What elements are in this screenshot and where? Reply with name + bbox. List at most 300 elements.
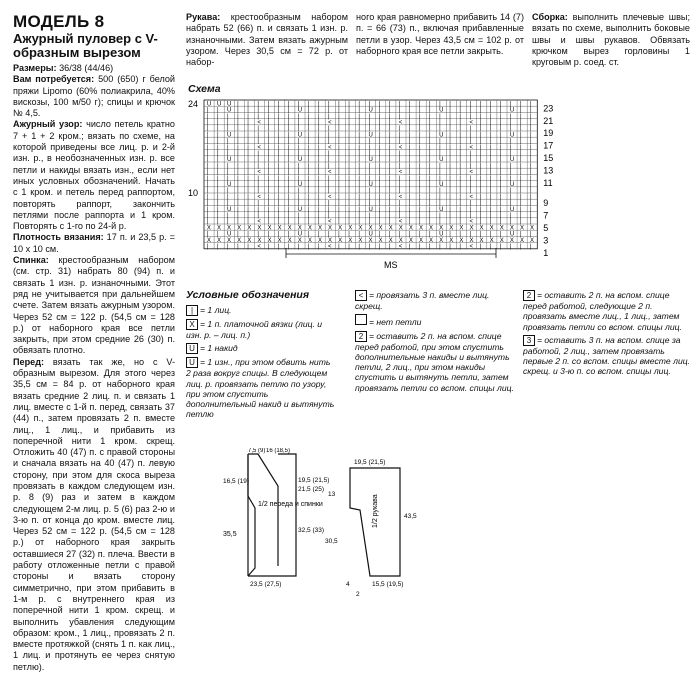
chart-cell: | [227,200,229,207]
chart-cell: | [317,188,320,195]
chart-cell: | [519,126,522,133]
chart-cell: | [328,132,330,139]
chart-cell: | [348,244,350,250]
assembly-column [532,12,690,68]
chart-cell: | [429,120,431,126]
chart-cell: | [368,163,371,170]
chart-cell: | [459,132,461,139]
pattern-diagrams [220,448,430,618]
chart-cell: | [257,138,259,145]
chart-cell: | [216,113,219,120]
chart-cell: U [227,157,232,164]
chart-cell: | [519,194,522,201]
chart-cell: | [348,126,350,133]
chart-cell: | [418,126,421,133]
model-subtitle: Ажурный пуловер с V-образным вырезом [13,31,158,60]
chart-cell: | [257,213,259,219]
chart-cell: | [530,138,532,145]
chart-cell: | [469,132,472,139]
chart-cell: | [358,138,360,145]
back-paragraph: Спинка: крестообразным набором (см. стр. 31) набрать 80 (94) п. и связать 1 изн. р. изнаночными. Этот ряд не учитывается при дальнейшем счете. Затем вязать ажурным узором. Через 52 см = 122 р. (54,5 см = 128 р.) от наборного края все петли закрыть, при этом средние 26 (30) п. обвязать плотно. [13,255,175,356]
chart-cell: | [519,231,522,238]
chart-cell: | [378,206,381,213]
chart-cell: | [348,138,350,145]
legend-item [523,335,691,377]
chart-cell: | [338,132,340,139]
chart-cell: | [408,182,411,188]
chart-cell: U [227,182,232,188]
chart-cell: | [378,231,381,238]
chart-cell: | [206,169,209,176]
chart-cell: | [530,219,532,226]
chart-cell: < [328,244,332,250]
chart-cell: U [297,231,303,238]
chart-cell: X [418,225,423,232]
chart-cell: | [499,213,502,219]
chart-cell: | [247,163,249,170]
chart-cell: | [489,182,492,188]
chart-cell: | [247,101,249,108]
chart-cell: | [449,194,451,201]
chart-cell: | [418,120,421,126]
chart-cell: | [237,231,239,238]
chart-cell: | [479,151,482,157]
chart-cell: < [257,120,261,126]
chart-cell: | [338,163,340,170]
chart-cell: | [449,120,451,126]
chart-cell: | [398,107,401,114]
chart-cell: | [388,219,391,226]
chart-cell: | [489,107,492,114]
chart-cell: | [429,163,431,170]
chart-cell: | [297,169,300,176]
chart-cell: X [338,237,343,244]
chart-cell: | [237,163,239,170]
chart-cell: | [479,175,482,182]
chart-cell: | [418,219,421,226]
chart-cell: | [206,219,209,226]
chart-cell: U [206,101,212,108]
chart-cell: | [509,213,512,219]
legend-col-3 [523,290,691,380]
chart-cell: X [489,225,494,232]
chart-cell: < [257,219,261,226]
chart-symbols [207,101,534,250]
left-column [13,12,175,673]
chart-cell: | [358,188,360,195]
chart-cell: | [267,113,270,120]
sizes-paragraph: Размеры: 36/38 (44/46) [13,63,114,73]
chart-cell: | [257,126,259,133]
chart-cell: X [358,225,363,232]
chart-cell: | [297,113,300,120]
chart-cell: | [439,120,441,126]
chart-cell: | [257,113,259,120]
chart-cell: | [479,188,482,195]
sleeve-dim-bottom: 15,5 (19,5) [372,581,404,588]
chart-cell: | [408,163,411,170]
chart-cell: | [449,151,451,157]
chart-cell: | [317,107,320,114]
front-dim-top2: 16 (18,5) [266,448,291,454]
chart-cell: | [216,200,219,207]
chart-cell: U [439,231,444,238]
chart-cell: | [479,107,482,114]
chart-cell: | [358,194,360,201]
chart-cell: | [287,231,290,238]
chart-cell: | [519,107,522,114]
chart-cell: | [469,213,472,219]
chart-cell: | [287,138,290,145]
chart-cell: | [530,107,532,114]
chart-cell: | [247,206,249,213]
chart-cell: | [378,188,381,195]
chart-cell: X [206,237,211,244]
chart-cell: | [206,126,209,133]
chart-cell: | [398,157,401,164]
chart-cell: | [216,126,219,133]
chart-cell: | [519,206,522,213]
chart-cell: | [227,169,229,176]
chart-cell: U [297,157,303,164]
chart-cell: X [247,237,252,244]
chart-cell: | [489,113,492,120]
chart-cell: | [459,126,461,133]
chart-cell: U [227,132,232,139]
chart-cell: | [479,132,482,139]
chart-cell: | [378,213,381,219]
chart-cell: | [388,200,391,207]
chart-cell: | [378,194,381,201]
legend-item [355,331,515,393]
chart-cell: | [348,157,350,164]
row-label-13: 13 [543,165,554,176]
chart-cell: | [227,213,229,219]
chart-cell: | [378,132,381,139]
chart-cell: | [459,194,461,201]
chart-cell: | [227,126,229,133]
chart-cell: | [519,200,522,207]
chart-cell: | [358,200,360,207]
legend-text: = 1 изн., при этом обвить нить 2 раза вокруг спицы. В следующем лиц. р. провязать петлю по узору, при этом спустить дополнительный накид и вытянуть петлю [186,357,335,420]
chart-cell: < [328,219,332,226]
chart-cell: | [530,169,532,176]
chart-cell: | [247,157,249,164]
chart-cell: | [469,113,472,120]
chart-cell: | [277,200,280,207]
chart-cell: | [307,194,310,201]
chart-cell: | [216,231,219,238]
chart-cell: | [206,182,209,188]
chart-cell: < [469,144,473,151]
sleeve-dim-left1: 13 [328,491,336,498]
chart-cell: | [519,151,522,157]
front-dim-right2: 21,5 (25) [298,486,325,493]
chart-cell: X [267,237,272,244]
chart-cell: | [328,151,330,157]
chart-cell: X [388,237,393,244]
chart-cell: | [277,101,280,108]
chart-cell: | [388,244,391,250]
chart-cell: U [227,101,232,108]
chart-cell: U [439,107,444,114]
chart-cell: | [358,163,360,170]
chart-cell: | [429,219,431,226]
chart-cell: | [509,244,512,250]
chart-cell: | [429,132,431,139]
chart-cell: | [429,175,431,182]
chart-cell: | [267,151,270,157]
model-title: МОДЕЛЬ 8 [13,12,105,31]
chart-cell: | [499,120,502,126]
chart-cell: | [489,219,492,226]
chart-cell: X [368,237,373,244]
chart-cell: | [429,244,431,250]
chart-cell: | [317,144,320,151]
row-label-19: 19 [543,128,554,139]
chart-cell: | [499,107,502,114]
chart-cell: | [307,101,310,108]
legend-item [186,319,336,340]
chart-cell: | [297,138,300,145]
legend-text: = нет петли [369,317,422,328]
chart-cell: | [307,138,310,145]
chart-cell: | [398,113,401,120]
chart-cell: X [257,225,262,232]
chart-cell: | [499,231,502,238]
chart-cell: | [257,157,259,164]
chart-cell: | [368,194,371,201]
chart-cell: X [429,237,434,244]
chart-cell: | [519,132,522,139]
chart-cell: < [398,120,403,126]
chart-cell: | [348,206,350,213]
chart-cell: | [378,120,381,126]
legend-item [355,314,515,327]
density-paragraph: Плотность вязания: 17 п. и 23,5 р. = 10 x 10 см. [13,232,175,254]
legend-symbol: X [186,319,198,330]
chart-cell: | [489,200,492,207]
chart-cell: | [277,182,280,188]
row-label-7: 7 [543,210,549,221]
sleeve-dim-top: 19,5 (21,5) [354,459,386,466]
chart-cell: | [499,126,502,133]
chart-cell: | [519,163,522,170]
chart-cell: | [348,213,350,219]
chart-cell: | [277,144,280,151]
chart-cell: | [408,175,411,182]
chart-cell: | [237,219,239,226]
chart-cell: | [398,182,401,188]
chart-cell: | [509,169,512,176]
chart-cell: | [277,188,280,195]
chart-cell: | [418,113,421,120]
chart-cell: | [408,101,411,108]
chart-cell: | [459,219,461,226]
chart-cell: | [317,138,320,145]
chart-cell: X [307,237,312,244]
row-label-10: 10 [188,188,199,198]
chart-cell: | [267,188,270,195]
chart-cell: | [489,120,492,126]
legend-item [186,305,336,316]
chart-cell: | [459,200,461,207]
chart-cell: | [408,107,411,114]
chart-cell: | [358,231,360,238]
chart-cell: X [227,237,232,244]
chart-cell: | [519,213,522,219]
chart-cell: | [358,157,360,164]
chart-cell: | [206,132,209,139]
chart-cell: | [489,163,492,170]
chart-cell: | [378,138,381,145]
chart-cell: | [489,132,492,139]
chart-cell: | [307,213,310,219]
chart-cell: U [368,182,373,188]
chart-cell: | [317,163,320,170]
row-label-11: 11 [543,177,553,188]
chart-cell: | [439,151,441,157]
chart-cell: | [418,107,421,114]
chart-cell: < [398,169,403,176]
chart-cell: | [348,101,350,108]
chart-cell: | [489,175,492,182]
chart-cell: | [388,151,391,157]
chart-cell: | [348,120,350,126]
chart-cell: | [267,169,270,176]
chart-cell: | [287,244,290,250]
chart-cell: U [509,107,515,114]
chart-cell: | [489,157,492,164]
chart-cell: | [418,182,421,188]
chart-cell: | [297,200,300,207]
chart-cell: | [317,120,320,126]
chart-cell: U [368,157,373,164]
chart-cell: | [307,219,310,226]
chart-cell: U [227,231,232,238]
chart-cell: | [317,219,320,226]
chart-cell: | [429,151,431,157]
chart-cell: | [338,107,340,114]
chart-cell: | [499,200,502,207]
chart-cell: | [358,101,360,108]
chart-cell: | [408,144,411,151]
chart-cell: | [449,138,451,145]
chart-cell: | [247,200,249,207]
chart-cell: | [459,138,461,145]
chart-cell: | [479,169,482,176]
chart-cell: | [328,200,330,207]
chart-cell: | [519,138,522,145]
chart-cell: | [216,132,219,139]
chart-cell: | [368,138,371,145]
chart-cell: | [378,101,381,108]
chart-cell: | [530,157,532,164]
chart-cell: | [348,188,350,195]
chart-cell: | [267,231,270,238]
chart-cell: | [247,151,249,157]
chart-cell: | [227,151,229,157]
right-row-labels [543,103,553,257]
chart-cell: X [408,225,413,232]
chart-cell: | [459,188,461,195]
chart-cell: | [287,157,290,164]
chart-cell: | [206,194,209,201]
sleeve-dim-left2: 30,5 [325,538,338,545]
chart-cell: | [530,132,532,139]
chart-cell: | [530,194,532,201]
chart-cell: | [338,144,340,151]
chart-cell: | [206,113,209,120]
chart-cell: | [358,175,360,182]
chart-cell: | [368,219,371,226]
chart-cell: | [247,175,249,182]
chart-cell: | [267,144,270,151]
legend-item [186,343,336,354]
chart-cell: | [247,113,249,120]
chart-cell: | [237,244,239,250]
chart-cell: | [479,219,482,226]
chart-cell: | [287,200,290,207]
chart-cell: X [277,225,282,232]
chart-cell: | [277,244,280,250]
chart-cell: | [247,107,249,114]
chart-cell: < [328,169,332,176]
chart-cell: | [348,219,350,226]
chart-cell: | [297,175,300,182]
chart-cell: | [469,182,472,188]
chart-cell: | [388,169,391,176]
chart-cell: | [479,157,482,164]
chart-cell: U [439,132,444,139]
chart-cell: | [459,175,461,182]
chart-cell: | [237,188,239,195]
chart-cell: X [287,237,292,244]
chart-cell: | [378,113,381,120]
legend-text: = оставить 2 п. на вспом. спице перед работой, следующие 2 п. провязать вместе лиц., 1 лиц., затем провязать петли со вспом. спицы лиц. [523,290,682,332]
chart-cell: | [287,182,290,188]
chart-cell: | [418,213,421,219]
chart-cell: | [267,120,270,126]
chart-cell: | [247,182,249,188]
assembly-paragraph: Сборка: выполнить плечевые швы; вязать по схеме, выполнить боковые швы и швы рукавов. Обвязать крючком вырез горловины 1 круговым р. соед. ст. [532,12,690,68]
chart-cell: | [449,132,451,139]
chart-cell: | [287,219,290,226]
chart-cell: | [267,175,270,182]
chart-cell: | [206,175,209,182]
chart-cell: | [429,138,431,145]
chart-cell: | [287,206,290,213]
chart-cell: | [378,169,381,176]
chart-cell: | [479,101,482,108]
chart-cell: | [388,120,391,126]
chart-cell: | [509,188,512,195]
chart-cell: U [297,182,303,188]
chart-cell: | [378,151,381,157]
chart-cell: | [317,101,320,108]
chart-cell: | [368,169,371,176]
chart-cell: | [338,169,340,176]
chart-cell: | [408,200,411,207]
chart-cell: | [499,182,502,188]
chart-cell: | [206,163,209,170]
chart-cell: X [398,225,403,232]
chart-cell: | [459,206,461,213]
chart-cell: | [408,231,411,238]
chart-cell: < [469,169,473,176]
chart-cell: | [459,244,461,250]
chart-cell: U [509,231,515,238]
